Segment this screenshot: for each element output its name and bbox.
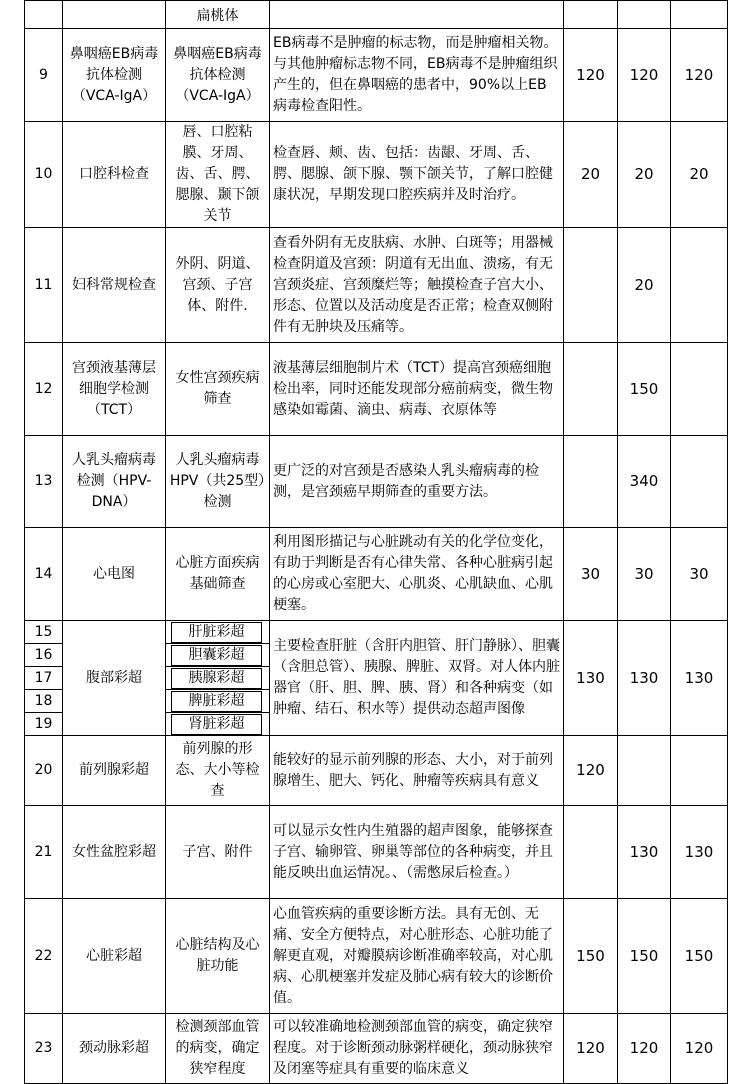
cell-price-2 bbox=[618, 1, 671, 29]
cell-price-2 bbox=[618, 736, 671, 806]
cell-name: 鼻咽癌EB病毒抗体检测（VCA-IgA） bbox=[63, 29, 166, 122]
organ-label: 肝脏彩超 bbox=[171, 622, 262, 643]
cell-name: 人乳头瘤病毒检测（HPV-DNA） bbox=[63, 436, 166, 528]
cell-price-3: 120 bbox=[671, 1014, 728, 1084]
cell-price-3 bbox=[671, 436, 728, 528]
cell-price-3: 150 bbox=[671, 899, 728, 1014]
cell-price-1: 30 bbox=[564, 528, 618, 621]
cell-desc: 液基薄层细胞制片术（TCT）提高宫颈癌细胞检出率，同时还能发现部分癌前病变，微生物感染如霉菌、滴虫、病毒、衣原体等 bbox=[270, 343, 564, 436]
cell-price-1: 130 bbox=[564, 621, 618, 736]
table-row bbox=[25, 736, 728, 806]
cell-price-2: 130 bbox=[618, 806, 671, 899]
cell-no: 18 bbox=[25, 690, 63, 713]
cell-desc: 可以显示女性内生殖器的超声图象，能够探查子宫、输卵管、卵巢等部位的各种病变，并且能反映出血运情况。、（需憋尿后检查。） bbox=[270, 806, 564, 899]
cell-desc: 查看外阴有无皮肤病、水肿、白斑等；用器械检查阴道及宫颈：阴道有无出血、溃疡，有无宫颈炎症、宫颈糜烂等；触摸检查子宫大小、形态、位置以及活动度是否正常；检查双侧附件有无肿块及压痛等。 bbox=[270, 228, 564, 343]
cell-price-2: 130 bbox=[618, 621, 671, 736]
cell-price-3 bbox=[671, 343, 728, 436]
cell-desc: 更广泛的对宫颈是否感染人乳头瘤病毒的检测，是宫颈癌早期筛查的重要方法。 bbox=[270, 436, 564, 528]
cell-desc: 利用图形描记与心脏跳动有关的化学位变化，有助于判断是否有心律失常、各种心脏病引起的心房或心室肥大、心肌炎、心肌缺血、心肌梗塞。 bbox=[270, 528, 564, 621]
cell-price-2: 120 bbox=[618, 1014, 671, 1084]
cell-price-2: 340 bbox=[618, 436, 671, 528]
cell-price-3: 130 bbox=[671, 621, 728, 736]
table-row bbox=[25, 528, 728, 621]
table-row bbox=[25, 806, 728, 899]
cell-organ bbox=[166, 713, 270, 736]
cell-scope: 女性宫颈疾病筛查 bbox=[166, 343, 270, 436]
cell-name: 颈动脉彩超 bbox=[63, 1014, 166, 1084]
cell-no: 22 bbox=[25, 899, 63, 1014]
table-row bbox=[25, 436, 728, 528]
cell-desc bbox=[270, 1, 564, 29]
table-row bbox=[25, 899, 728, 1014]
cell-price-1 bbox=[564, 1, 618, 29]
cell-desc: 主要检查肝脏（含肝内胆管、肝门静脉）、胆囊（含胆总管）、胰腺、脾脏、双肾。对人体内脏器官（肝、胆、脾、胰、肾）和各种病变（如肿瘤、结石、积水等）提供动态超声图像 bbox=[270, 621, 564, 736]
cell-no: 11 bbox=[25, 228, 63, 343]
cell-price-2: 150 bbox=[618, 343, 671, 436]
cell-price-3 bbox=[671, 1, 728, 29]
cell-name: 女性盆腔彩超 bbox=[63, 806, 166, 899]
table-row bbox=[25, 29, 728, 122]
cell-no: 21 bbox=[25, 806, 63, 899]
cell-price-1: 120 bbox=[564, 736, 618, 806]
cell-price-2: 30 bbox=[618, 528, 671, 621]
cell-price-2: 120 bbox=[618, 29, 671, 122]
table-row-partial bbox=[25, 1, 728, 29]
cell-scope: 前列腺的形态、大小等检查 bbox=[166, 736, 270, 806]
cell-name bbox=[63, 1, 166, 29]
cell-no: 17 bbox=[25, 667, 63, 690]
cell-scope: 子宫、附件 bbox=[166, 806, 270, 899]
cell-no: 12 bbox=[25, 343, 63, 436]
cell-price-2: 150 bbox=[618, 899, 671, 1014]
cell-no: 16 bbox=[25, 644, 63, 667]
cell-name: 前列腺彩超 bbox=[63, 736, 166, 806]
cell-name: 宫颈液基薄层细胞学检测（TCT） bbox=[63, 343, 166, 436]
cell-desc: 检查唇、颊、齿、包括：齿龈、牙周、舌、腭、腮腺、颌下腺、颚下颌关节，了解口腔健康状况，早期发现口腔疾病并及时治疗。 bbox=[270, 122, 564, 228]
cell-no: 19 bbox=[25, 713, 63, 736]
cell-no: 13 bbox=[25, 436, 63, 528]
cell-name: 妇科常规检查 bbox=[63, 228, 166, 343]
cell-no: 23 bbox=[25, 1014, 63, 1084]
cell-price-2: 20 bbox=[618, 228, 671, 343]
cell-price-1: 20 bbox=[564, 122, 618, 228]
cell-scope: 人乳头瘤病毒HPV（共25型）检测 bbox=[166, 436, 270, 528]
cell-desc: EB病毒不是肿瘤的标志物，而是肿瘤相关物。与其他肿瘤标志物不同，EB病毒不是肿瘤组织产生的，但在鼻咽癌的患者中，90%以上EB病毒检查阳性。 bbox=[270, 29, 564, 122]
cell-scope: 鼻咽癌EB病毒抗体检测（VCA-IgA） bbox=[166, 29, 270, 122]
cell-price-1 bbox=[564, 228, 618, 343]
organ-label: 肾脏彩超 bbox=[171, 714, 262, 735]
cell-organ bbox=[166, 667, 270, 690]
cell-price-1 bbox=[564, 436, 618, 528]
cell-price-3 bbox=[671, 736, 728, 806]
table-row bbox=[25, 1014, 728, 1084]
exam-items-table bbox=[24, 0, 728, 1084]
organ-label: 胆囊彩超 bbox=[171, 645, 262, 666]
cell-price-3: 130 bbox=[671, 806, 728, 899]
cell-desc: 可以较准确地检测颈部血管的病变，确定狭窄程度。对于诊断颈动脉粥样硬化，颈动脉狭窄及闭塞等症具有重要的临床意义 bbox=[270, 1014, 564, 1084]
cell-organ bbox=[166, 644, 270, 667]
table-row bbox=[25, 122, 728, 228]
cell-scope-text: 扁桃体 bbox=[196, 8, 239, 24]
cell-price-1: 120 bbox=[564, 1014, 618, 1084]
cell-scope: 检测颈部血管的病变，确定狭窄程度 bbox=[166, 1014, 270, 1084]
cell-scope: 外阴、阴道、宫颈、子宫体、附件. bbox=[166, 228, 270, 343]
cell-desc: 能较好的显示前列腺的形态、大小，对于前列腺增生、肥大、钙化、肿瘤等疾病具有意义 bbox=[270, 736, 564, 806]
cell-desc: 心血管疾病的重要诊断方法。具有无创、无痛、安全方便特点，对心脏形态、心脏功能了解更直观，对瓣膜病诊断准确率较高，对心肌病、心肌梗塞并发症及肺心病有较大的诊断价值。 bbox=[270, 899, 564, 1014]
cell-organ bbox=[166, 621, 270, 644]
cell-name: 心脏彩超 bbox=[63, 899, 166, 1014]
cell-no bbox=[25, 1, 63, 29]
cell-price-3: 120 bbox=[671, 29, 728, 122]
cell-scope: 唇、口腔粘膜、牙周、齿、舌、腭、腮腺、颞下颌关节 bbox=[166, 122, 270, 228]
cell-no: 9 bbox=[25, 29, 63, 122]
cell-price-1: 120 bbox=[564, 29, 618, 122]
cell-price-1 bbox=[564, 806, 618, 899]
cell-price-1 bbox=[564, 343, 618, 436]
organ-label: 脾脏彩超 bbox=[171, 691, 262, 712]
organ-label: 胰腺彩超 bbox=[171, 668, 262, 689]
cell-no: 10 bbox=[25, 122, 63, 228]
cell-no: 20 bbox=[25, 736, 63, 806]
cell-no: 14 bbox=[25, 528, 63, 621]
cell-no: 15 bbox=[25, 621, 63, 644]
cell-price-2: 20 bbox=[618, 122, 671, 228]
cell-scope: 心脏结构及心脏功能 bbox=[166, 899, 270, 1014]
cell-name: 心电图 bbox=[63, 528, 166, 621]
cell-price-3: 20 bbox=[671, 122, 728, 228]
cell-price-1: 150 bbox=[564, 899, 618, 1014]
table-row bbox=[25, 228, 728, 343]
table-row bbox=[25, 343, 728, 436]
cell-scope: 心脏方面疾病基础筛查 bbox=[166, 528, 270, 621]
cell-price-3: 30 bbox=[671, 528, 728, 621]
cell-scope bbox=[166, 1, 270, 29]
cell-name: 口腔科检查 bbox=[63, 122, 166, 228]
cell-price-3 bbox=[671, 228, 728, 343]
table-row bbox=[25, 621, 728, 644]
cell-name: 腹部彩超 bbox=[63, 621, 166, 736]
cell-organ bbox=[166, 690, 270, 713]
